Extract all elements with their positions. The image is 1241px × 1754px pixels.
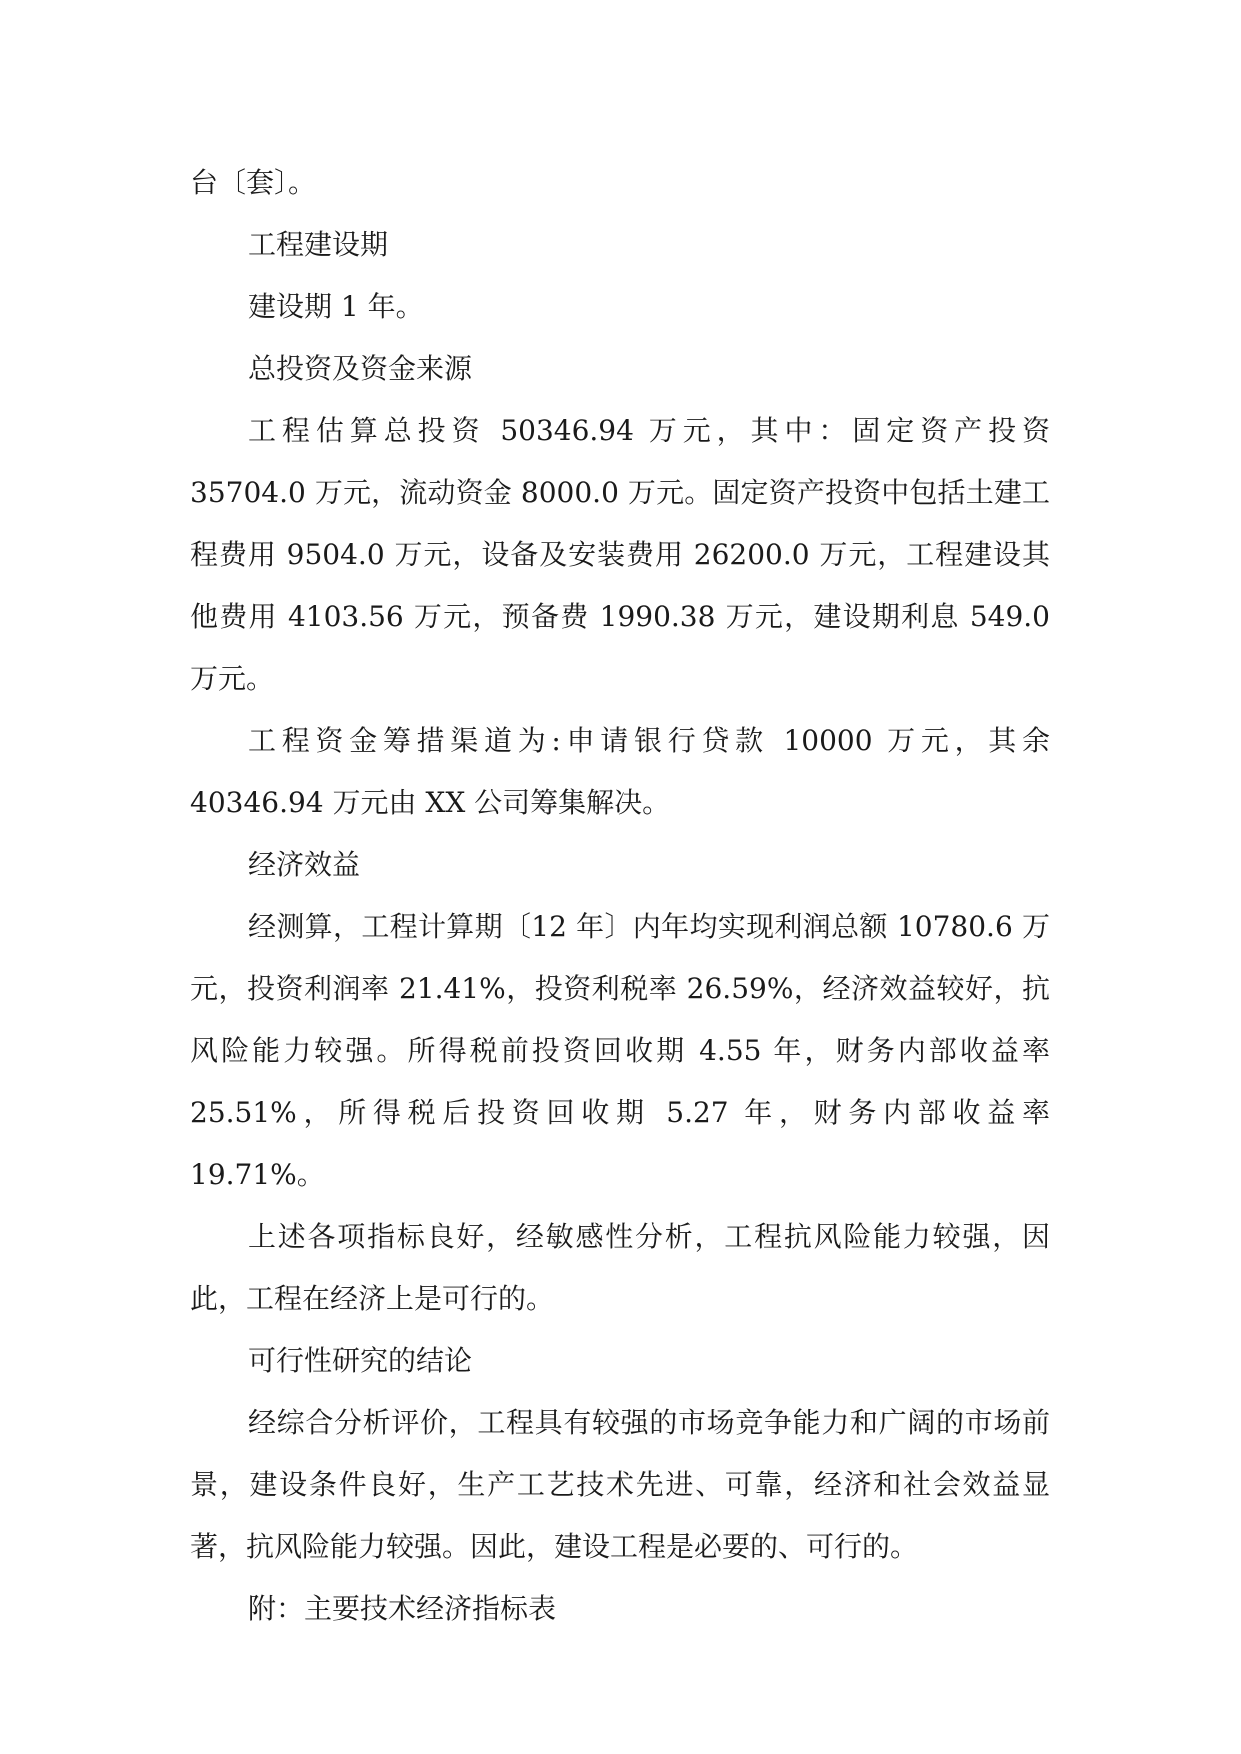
document-body bbox=[190, 152, 1050, 1640]
heading-economic-benefit: 经济效益 bbox=[248, 848, 361, 881]
heading-investment-funding: 总投资及资金来源 bbox=[248, 352, 473, 385]
paragraph-continuation: 台〔套〕。 bbox=[190, 166, 317, 199]
paragraph-indicator-summary: 上述各项指标良好，经敏感性分析，工程抗风险能力较强，因此，工程在经济上是可行的。 bbox=[190, 1220, 1050, 1315]
paragraph-funding-channels: 工程资金筹措渠道为:申请银行贷款 10000 万元，其余 40346.94 万元由 XX 公司筹集解决。 bbox=[190, 724, 1050, 819]
heading-construction-period: 工程建设期 bbox=[248, 228, 389, 261]
paragraph-feasibility-conclusion: 经综合分析评价，工程具有较强的市场竞争能力和广阔的市场前景，建设条件良好，生产工艺技术先进、可靠，经济和社会效益显著，抗风险能力较强。因此，建设工程是必要的、可行的。 bbox=[190, 1406, 1050, 1563]
paragraph-total-investment: 工程估算总投资 50346.94 万元，其中：固定资产投资 35704.0 万元，流动资金 8000.0 万元。固定资产投资中包括土建工程费用 9504.0 万元，设备及安装费用 26200.0 万元，工程建设其他费用 4103.56 万元，预备费 1990.38 万元，建设期利息 549.0 万元。 bbox=[190, 414, 1050, 695]
heading-feasibility-conclusion: 可行性研究的结论 bbox=[248, 1344, 473, 1377]
paragraph-construction-period: 建设期 1 年。 bbox=[248, 290, 424, 323]
paragraph-economic-benefit: 经测算，工程计算期〔12 年〕内年均实现利润总额 10780.6 万元，投资利润率 21.41%，投资利税率 26.59%，经济效益较好，抗风险能力较强。所得税前投资回收期 4.55 年，财务内部收益率 25.51%，所得税后投资回收期 5.27 年，财务内部收益率 19.71%。 bbox=[190, 910, 1050, 1191]
appendix-note: 附：主要技术经济指标表 bbox=[248, 1592, 557, 1625]
